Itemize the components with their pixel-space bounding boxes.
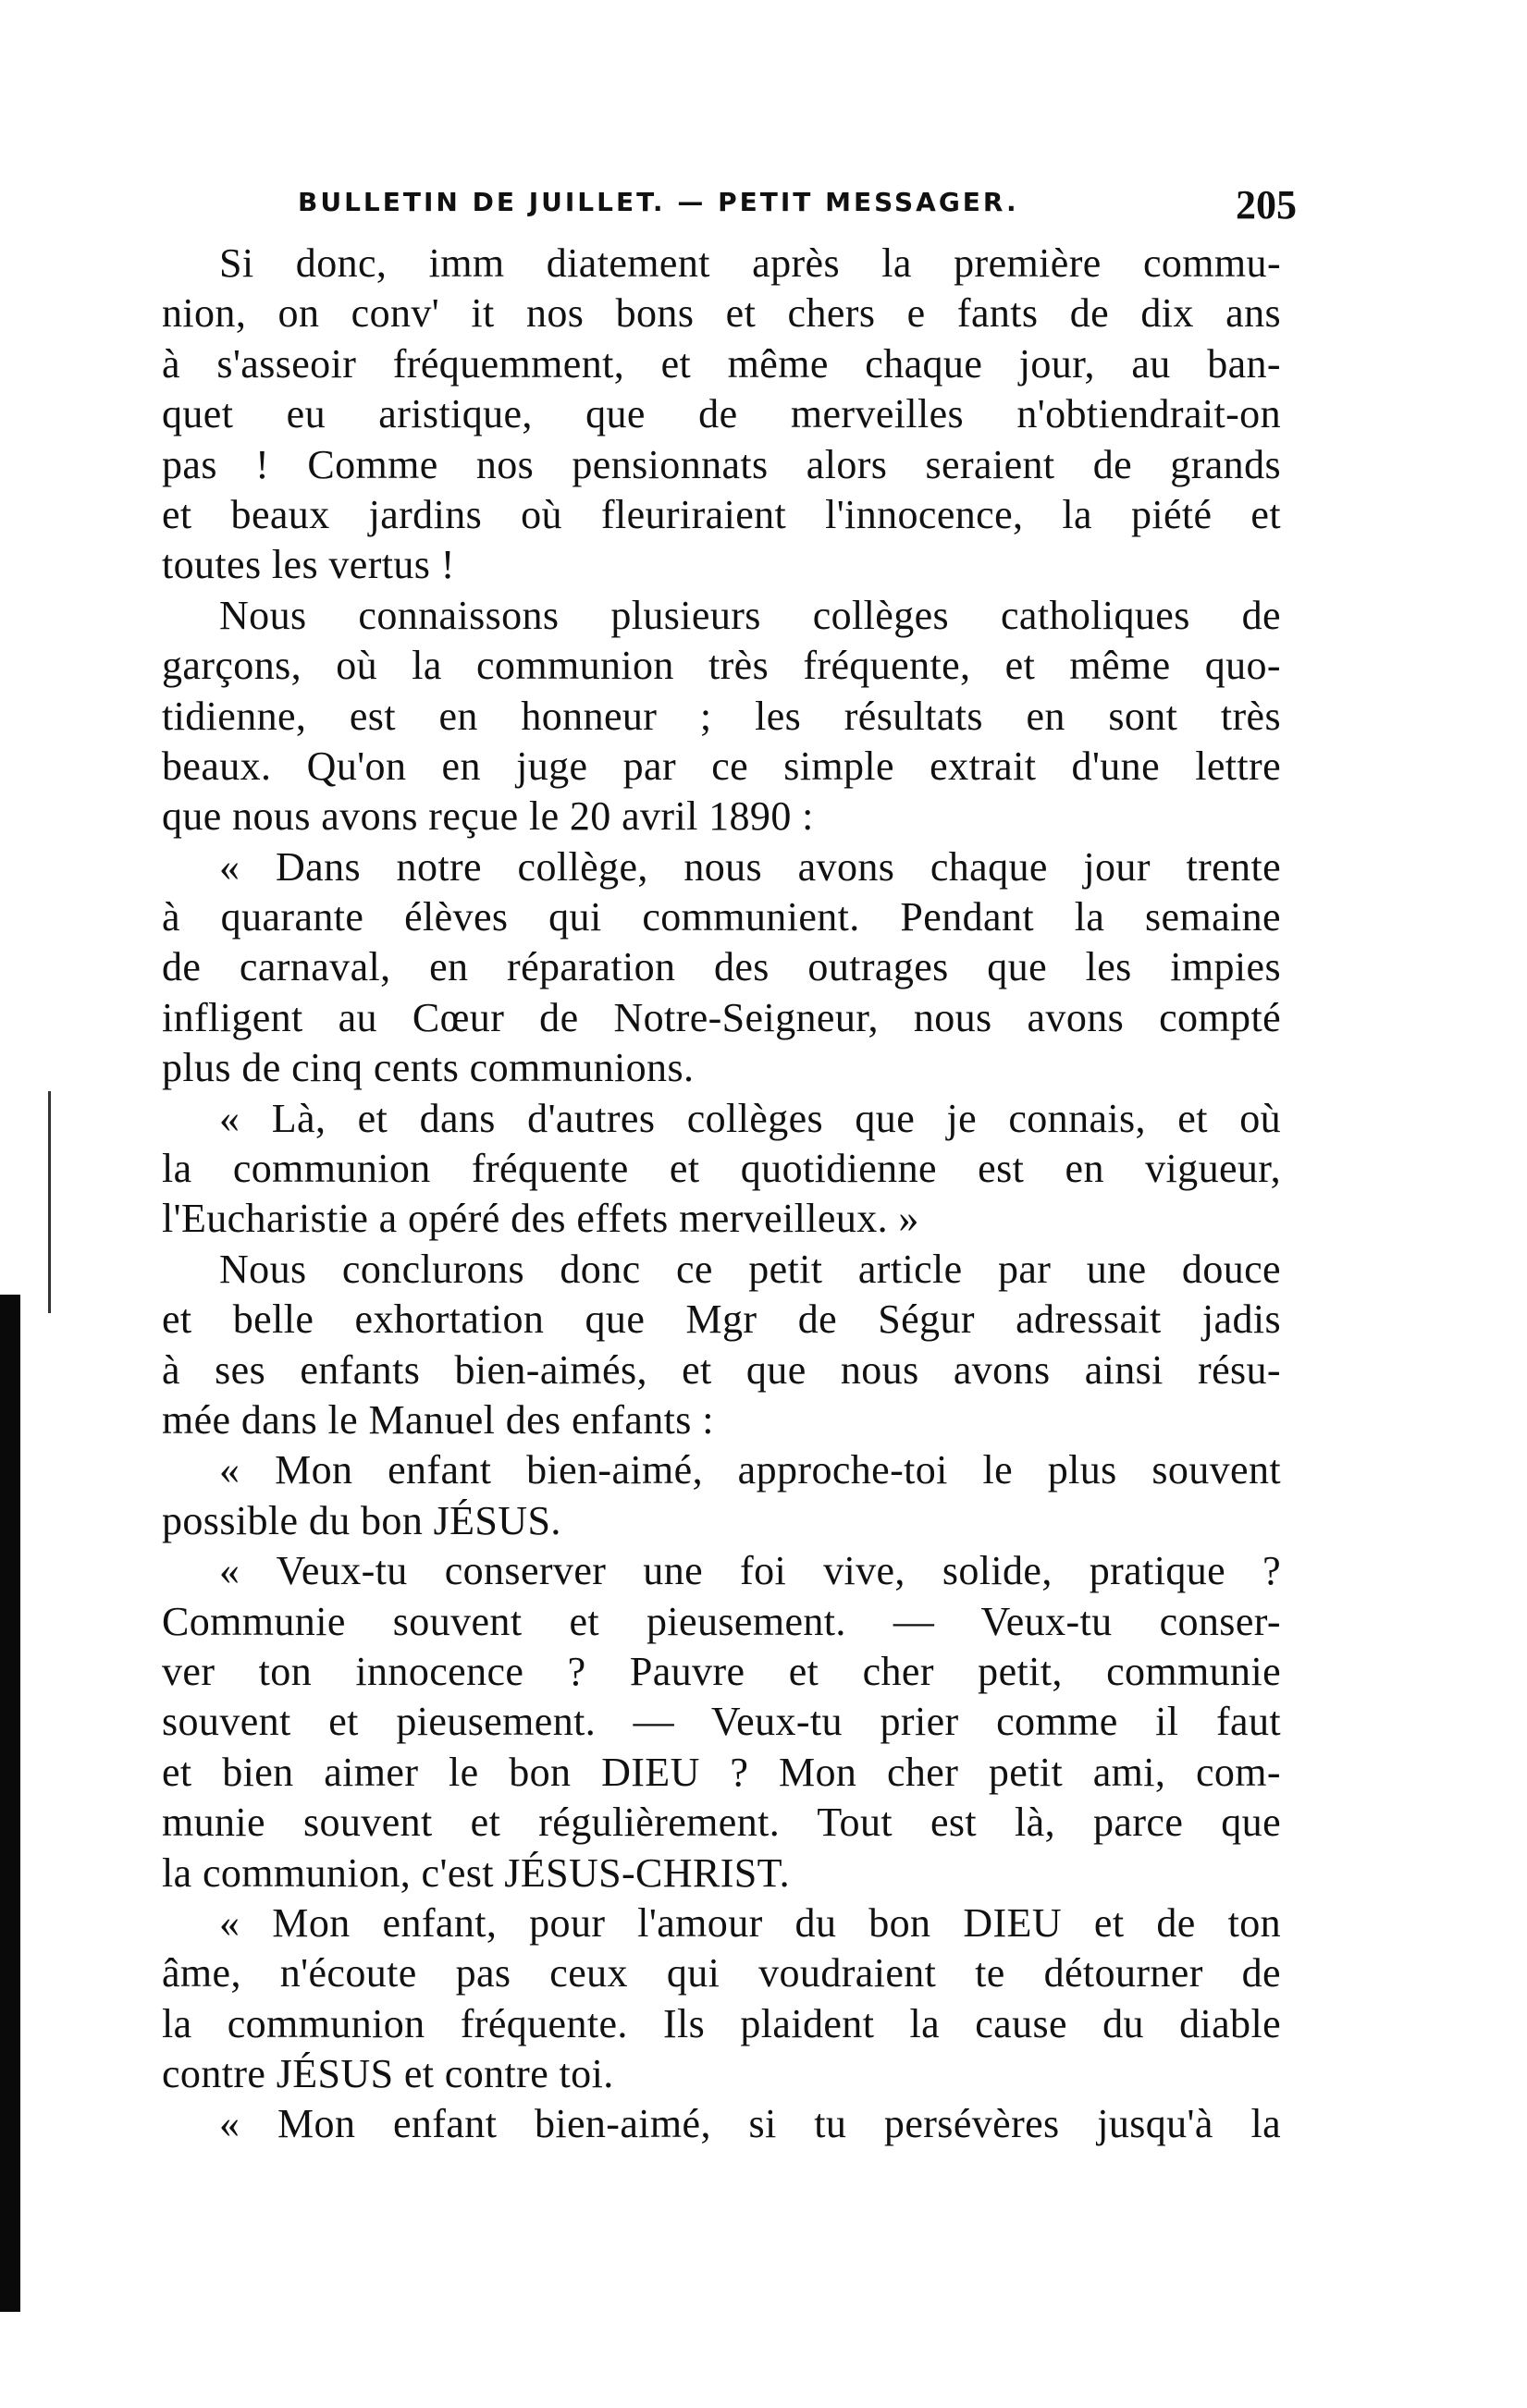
- text-line: à s'asseoir fréquemment, et même chaque jour, au ban-: [162, 340, 1281, 387]
- text-line: et bien aimer le bon DIEU ? Mon cher petit ami, com-: [162, 1749, 1281, 1795]
- text-line: âme, n'écoute pas ceux qui voudraient te détourner de: [162, 1950, 1281, 1996]
- text-line: l'Eucharistie a opéré des effets merveilleux. »: [162, 1196, 919, 1242]
- text-line: mée dans le Manuel des enfants :: [162, 1396, 714, 1443]
- text-line: tidienne, est en honneur ; les résultats en sont très: [162, 693, 1281, 739]
- text-line: « Là, et dans d'autres collèges que je connais, et où: [219, 1095, 1281, 1141]
- text-line: Communie souvent et pieusement. — Veux-tu conser-: [162, 1598, 1281, 1644]
- text-line: et belle exhortation que Mgr de Ségur adressait jadis: [162, 1296, 1281, 1343]
- text-line: de carnaval, en réparation des outrages que les impies: [162, 944, 1281, 990]
- text-line: contre JÉSUS et contre toi.: [162, 2051, 614, 2097]
- text-line: et beaux jardins où fleuriraient l'innocence, la piété et: [162, 491, 1281, 537]
- body-text: [162, 239, 1281, 2150]
- text-line: la communion fréquente et quotidienne est en vigueur,: [162, 1146, 1281, 1192]
- text-line: « Mon enfant, pour l'amour du bon DIEU et de ton: [219, 1899, 1281, 1946]
- text-line: garçons, où la communion très fréquente, et même quo-: [162, 643, 1281, 689]
- page-number: 205: [1236, 182, 1297, 227]
- text-line: possible du bon JÉSUS.: [162, 1497, 561, 1543]
- text-line: quet eu aristique, que de merveilles n'obtiendrait-on: [162, 391, 1281, 437]
- scan-edge-line: [48, 1091, 51, 1313]
- text-line: « Mon enfant bien-aimé, si tu persévères jusqu'à la: [219, 2101, 1281, 2147]
- text-line: « Mon enfant bien-aimé, approche-toi le plus souvent: [219, 1447, 1281, 1493]
- text-line: à quarante élèves qui communient. Pendant la semaine: [162, 894, 1281, 940]
- text-line: la communion fréquente. Ils plaident la cause du diable: [162, 2000, 1281, 2046]
- text-line: nion, on conv' it nos bons et chers e fants de dix ans: [162, 290, 1281, 337]
- text-line: à ses enfants bien-aimés, et que nous avons ainsi résu-: [162, 1346, 1281, 1393]
- text-line: la communion, c'est JÉSUS-CHRIST.: [162, 1849, 791, 1896]
- text-line: munie souvent et régulièrement. Tout est là, parce que: [162, 1800, 1281, 1846]
- text-line: plus de cinq cents communions.: [162, 1045, 695, 1091]
- running-head: BULLETIN DE JUILLET. — PETIT MESSAGER.: [298, 187, 1019, 217]
- text-line: toutes les vertus !: [162, 542, 455, 588]
- text-line: Nous connaissons plusieurs collèges catholiques de: [219, 592, 1281, 638]
- text-line: souvent et pieusement. — Veux-tu prier comme il faut: [162, 1699, 1281, 1745]
- text-line: Si donc, imm diatement après la première commu-: [219, 240, 1281, 286]
- text-line: ver ton innocence ? Pauvre et cher petit, communie: [162, 1648, 1281, 1694]
- text-line: « Dans notre collège, nous avons chaque jour trente: [219, 843, 1281, 890]
- text-line: infligent au Cœur de Notre-Seigneur, nous avons compté: [162, 994, 1281, 1040]
- scan-edge-shadow: [0, 1295, 20, 2312]
- page-header: [298, 181, 1297, 227]
- text-line: pas ! Comme nos pensionnats alors seraient de grands: [162, 441, 1281, 487]
- text-line: Nous conclurons donc ce petit article par une douce: [219, 1246, 1281, 1292]
- text-line: que nous avons reçue le 20 avril 1890 :: [162, 793, 814, 840]
- text-line: beaux. Qu'on en juge par ce simple extrait d'une lettre: [162, 743, 1281, 789]
- text-line: « Veux-tu conserver une foi vive, solide, pratique ?: [219, 1548, 1281, 1594]
